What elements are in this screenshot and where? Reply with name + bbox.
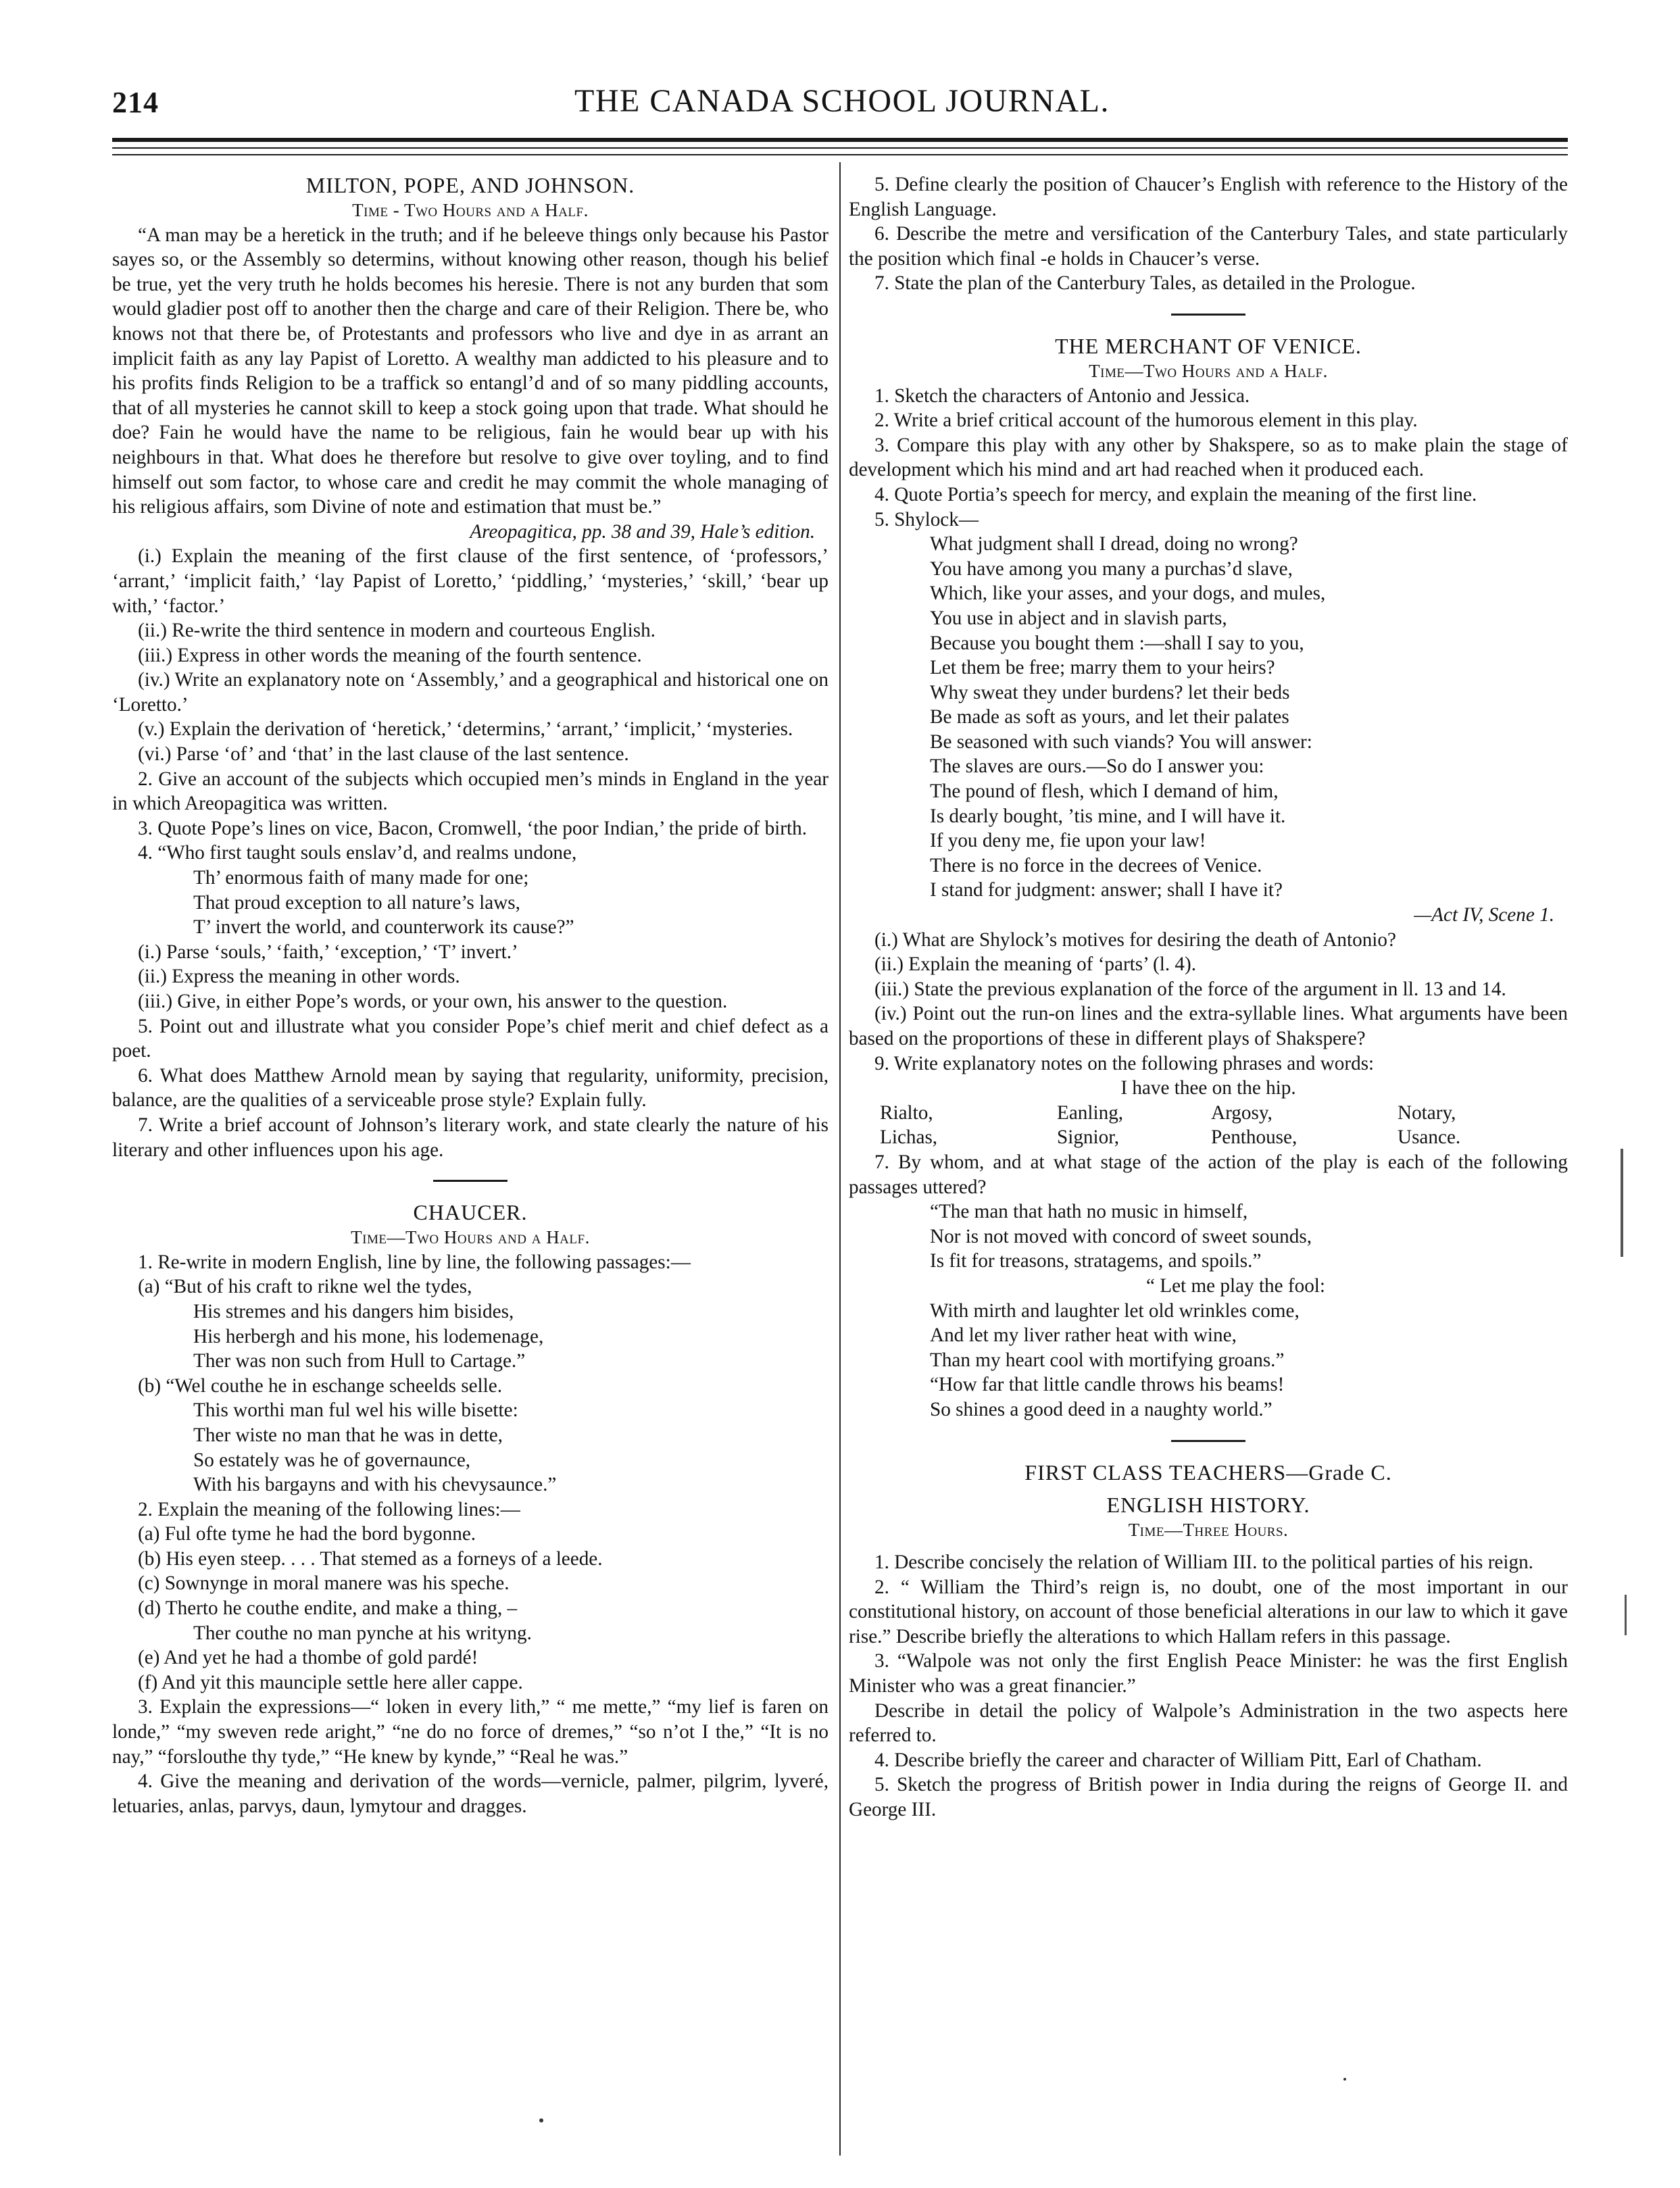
shylock-line: Because you bought them :—shall I say to you,	[930, 632, 1304, 654]
shylock-line: The slaves are ours.—So do I answer you:	[930, 755, 1264, 778]
chaucer-q2-d-2: Ther couthe no man pynche at his writyng.	[193, 1622, 532, 1644]
milton-citation: Areopagitica, pp. 38 and 39, Hale’s edition.	[470, 520, 815, 543]
chaucer-b-line-4: So estately was he of governaunce,	[193, 1449, 471, 1471]
hip-phrase: I have thee on the hip.	[1120, 1077, 1296, 1099]
pope-verse-line-2: Th’ enormous faith of many made for one;	[193, 867, 529, 889]
header-rule-thin-2	[112, 154, 1568, 155]
word-item: Eanling,	[1057, 1101, 1124, 1124]
chaucer-q2-b: (b) His eyen steep. . . . That stemed as a forneys of a leede.	[138, 1547, 603, 1570]
milton-q4-i: (i.) Parse ‘souls,’ ‘faith,’ ‘exception,’ ‘T’ invert.’	[138, 941, 518, 963]
shylock-line: Be seasoned with such viands? You will answer:	[930, 730, 1312, 753]
milton-q2: 2. Give an account of the subjects which occupied men’s minds in England in the year in which Areopagitica was written.	[112, 768, 829, 815]
passage-line: Nor is not moved with concord of sweet sounds,	[930, 1225, 1312, 1247]
milton-q6: 6. What does Matthew Arnold mean by saying that regularity, uniformity, precision, balance, are the qualities of a serviceable prose style? Explain fully.	[112, 1064, 829, 1112]
merchant-q5-ii: (ii.) Explain the meaning of ‘parts’ (l. 4).	[874, 953, 1197, 976]
chaucer-section-title: CHAUCER.	[413, 1200, 528, 1225]
chaucer-q1: 1. Re-write in modern English, line by line, the following passages:—	[138, 1251, 691, 1273]
shylock-line: Is dearly bought, ’tis mine, and I will have it.	[930, 805, 1286, 827]
scan-speck	[1343, 2078, 1346, 2081]
merchant-q9: 9. Write explanatory notes on the following phrases and words:	[874, 1052, 1375, 1074]
merchant-q5-iii: (iii.) State the previous explanation of the force of the argument in ll. 13 and 14.	[874, 978, 1506, 1000]
section-rule	[433, 1180, 508, 1182]
shylock-line: What judgment shall I dread, doing no wrong?	[930, 533, 1298, 555]
merchant-section-title: THE MERCHANT OF VENICE.	[1055, 333, 1362, 358]
chaucer-b-line-5: With his bargayns and with his chevysaunce.”	[193, 1474, 557, 1496]
page-header	[112, 82, 1572, 130]
shylock-line: You have among you many a purchas’d slave,	[930, 557, 1293, 580]
merchant-q7: 7. By whom, and at what stage of the action of the play is each of the following passages uttered?	[849, 1151, 1568, 1198]
passage-line: And let my liver rather heat with wine,	[930, 1324, 1237, 1347]
history-q4: 4. Describe briefly the career and character of William Pitt, Earl of Chatham.	[874, 1749, 1482, 1771]
word-item: Usance.	[1398, 1126, 1461, 1149]
word-item: Penthouse,	[1211, 1126, 1298, 1149]
chaucer-a-line-4: Ther was non such from Hull to Cartage.”	[193, 1350, 526, 1372]
chaucer-q2-e: (e) And yet he had a thombe of gold pardé!	[138, 1647, 478, 1669]
left-column	[112, 172, 829, 1818]
milton-q5: 5. Point out and illustrate what you consider Pope’s chief merit and chief defect as a poet.	[112, 1015, 829, 1062]
passage-line: “ Let me play the fool:	[1146, 1274, 1326, 1297]
shylock-line: Be made as soft as yours, and let their palates	[930, 706, 1289, 728]
section-rule	[1171, 1440, 1245, 1442]
merchant-q5-i: (i.) What are Shylock’s motives for desiring the death of Antonio?	[874, 928, 1396, 951]
chaucer-q7: 7. State the plan of the Canterbury Tales, as detailed in the Prologue.	[874, 272, 1416, 295]
word-item: Argosy,	[1211, 1101, 1273, 1124]
history-q1: 1. Describe concisely the relation of William III. to the political parties of his reign.	[874, 1551, 1533, 1574]
chaucer-a-line-3: His herbergh and his mone, his lodemenage,	[193, 1325, 544, 1347]
act-citation: —Act IV, Scene 1.	[1414, 904, 1554, 926]
shylock-line: Which, like your asses, and your dogs, and mules,	[930, 582, 1326, 605]
milton-time: Time - Two Hours and a Half.	[352, 200, 589, 220]
chaucer-q2-c: (c) Sownynge in moral manere was his speche.	[138, 1572, 510, 1595]
milton-q1-iv: (iv.) Write an explanatory note on ‘Assembly,’ and a geographical and historical one on ‘Loretto.’	[112, 669, 829, 716]
pope-verse-line-4: T’ invert the world, and counterwork its cause?”	[193, 916, 574, 939]
scan-mark	[1621, 1149, 1623, 1257]
chaucer-q5: 5. Define clearly the position of Chaucer’s English with reference to the History of the English Language.	[849, 174, 1568, 220]
shylock-line: I stand for judgment: answer; shall I have it?	[930, 879, 1283, 901]
milton-q1-vi: (vi.) Parse ‘of’ and ‘that’ in the last clause of the last sentence.	[138, 743, 629, 766]
section-rule	[1171, 314, 1245, 316]
header-rule	[112, 138, 1568, 142]
chaucer-q2-a: (a) Ful ofte tyme he had the bord bygonne.	[138, 1523, 476, 1545]
pope-verse-line-1: 4. “Who first taught souls enslav’d, and realms undone,	[138, 842, 577, 864]
milton-q1-ii: (ii.) Re-write the third sentence in modern and courteous English.	[138, 620, 656, 642]
chaucer-a-line-2: His stremes and his dangers him bisides,	[193, 1300, 514, 1322]
merchant-q4: 4. Quote Portia’s speech for mercy, and explain the meaning of the first line.	[874, 483, 1477, 505]
journal-title: THE CANADA SCHOOL JOURNAL.	[574, 83, 1110, 119]
scan-mark	[1625, 1595, 1627, 1635]
chaucer-q2-d: (d) Therto he couthe endite, and make a thing, –	[138, 1597, 518, 1620]
history-section-title: ENGLISH HISTORY.	[1106, 1492, 1310, 1517]
merchant-q1: 1. Sketch the characters of Antonio and Jessica.	[874, 384, 1250, 407]
history-time: Time—Three Hours.	[1128, 1519, 1289, 1540]
chaucer-time: Time—Two Hours and a Half.	[351, 1227, 590, 1248]
history-q2: 2. “ William the Third’s reign is, no doubt, one of the most important in our constitutional history, on account of those beneficial alterations in our law to which it gave rise.” Describe briefly the alterations to which Hallam refers in this passage.	[849, 1576, 1568, 1647]
history-q3: 3. “Walpole was not only the first English Peace Minister: he was the first English Minister who was a great financier.”	[849, 1650, 1568, 1697]
history-heading: FIRST CLASS TEACHERS—Grade C.	[1024, 1460, 1392, 1485]
page-number: 214	[112, 86, 159, 119]
merchant-q2: 2. Write a brief critical account of the humorous element in this play.	[874, 409, 1418, 432]
word-item: Signior,	[1057, 1126, 1120, 1149]
milton-q1-v: (v.) Explain the derivation of ‘heretick,’ ‘determins,’ ‘arrant,’ ‘implicit,’ ‘mysteries.	[138, 718, 793, 741]
shylock-line: If you deny me, fie upon your law!	[930, 830, 1206, 852]
pope-verse-line-3: That proud exception to all nature’s laws,	[193, 891, 520, 914]
passage-line: Than my heart cool with mortifying groans.”	[930, 1349, 1285, 1371]
chaucer-q6: 6. Describe the metre and versification of the Canterbury Tales, and state particularly the position which final -e holds in Chaucer’s verse.	[849, 223, 1568, 270]
chaucer-q2: 2. Explain the meaning of the following lines:—	[138, 1498, 520, 1520]
milton-q1-iii: (iii.) Express in other words the meaning of the fourth sentence.	[138, 644, 642, 666]
scan-speck	[539, 2118, 543, 2122]
word-item: Rialto,	[880, 1101, 933, 1124]
chaucer-b-line-1: (b) “Wel couthe he in eschange scheelds selle.	[138, 1374, 503, 1397]
shylock-line: You use in abject and in slavish parts,	[930, 607, 1227, 629]
word-item: Notary,	[1398, 1101, 1456, 1124]
chaucer-q4: 4. Give the meaning and derivation of the words—vernicle, palmer, pilgrim, lyveré, letuaries, anlas, parvys, daun, lymytour and dragges.	[112, 1770, 829, 1817]
milton-q4-iii: (iii.) Give, in either Pope’s words, or your own, his answer to the question.	[138, 991, 728, 1012]
chaucer-a-line-1: (a) “But of his craft to rikne wel the tydes,	[138, 1276, 472, 1298]
merchant-q5-label: 5. Shylock—	[874, 508, 979, 530]
merchant-q3: 3. Compare this play with any other by Shakspere, so as to make plain the stage of development which his mind and art had reached when it produced each.	[849, 434, 1568, 481]
shylock-line: There is no force in the decrees of Venice.	[930, 854, 1262, 876]
merchant-q5-iv: (iv.) Point out the run-on lines and the extra-syllable lines. What arguments have been based on the proportions of these in different plays of Shakspere?	[849, 1003, 1568, 1049]
word-item: Lichas,	[880, 1126, 938, 1149]
history-q5: 5. Sketch the progress of British power in India during the reigns of George II. and George III.	[849, 1774, 1568, 1821]
milton-q4-ii: (ii.) Express the meaning in other words.	[138, 966, 460, 988]
passage-line: With mirth and laughter let old wrinkles come,	[930, 1299, 1300, 1322]
chaucer-b-line-3: Ther wiste no man that he was in dette,	[193, 1424, 503, 1446]
chaucer-q2-f: (f) And yit this maunciple settle here aller cappe.	[138, 1671, 523, 1693]
milton-q7: 7. Write a brief account of Johnson’s literary work, and state clearly the nature of his literary and other influences upon his age.	[112, 1114, 829, 1161]
header-rule-thin	[112, 147, 1568, 149]
passage-line: “How far that little candle throws his beams!	[930, 1374, 1285, 1396]
right-column	[849, 172, 1568, 1822]
shylock-line: Let them be free; marry them to your heirs?	[930, 657, 1275, 679]
milton-q3: 3. Quote Pope’s lines on vice, Bacon, Cromwell, ‘the poor Indian,’ the pride of birth.	[138, 817, 807, 839]
column-divider	[839, 162, 841, 2156]
chaucer-q3: 3. Explain the expressions—“ loken in every lith,” “ me mette,” “my lief is faren on londe,” “my sweven rede aright,” “ne do no force of dremes,” “so n’ot I the,” “It is no nay,” “forslouthe thy tyde,” “He knew by kynde,” “Real he was.”	[112, 1696, 829, 1768]
merchant-time: Time—Two Hours and a Half.	[1089, 360, 1328, 381]
passage-line: So shines a good deed in a naughty world.”	[930, 1398, 1273, 1420]
shylock-line: Why sweat they under burdens? let their beds	[930, 681, 1290, 703]
history-q3-b: Describe in detail the policy of Walpole’s Administration in the two aspects here referred to.	[849, 1699, 1568, 1747]
milton-section-title: MILTON, POPE, AND JOHNSON.	[305, 173, 635, 197]
milton-passage: “A man may be a heretick in the truth; and if he beleeve things only because his Pastor sayes so, or the Assembly so determins, without knowing other reason, though his belief be true, yet the very truth he holds becomes his heresie. There is not any burden that som would gladier post off to another then the charge and care of their Religion. There be, who knows not that there be, of Protestants and professors who live and dye in as arrant an implicit faith as any lay Papist of Loretto. A wealthy man addicted to his pleasure and to his profits finds Religion to be a traffick so entangl’d and of so many piddling accounts, that of all mysteries he cannot skill to keep a stock going upon that trade. What should he doe? Fain he would have the name to be religious, fain he would bear up with his neighbours in that. What does he therefore but resolve to give over toyling, and to find himself out som factor, to whose care and credit he may commit the whole managing of his religious affairs, som Divine of note and estimation that must be.”	[112, 224, 829, 518]
chaucer-b-line-2: This worthi man ful wel his wille bisette:	[193, 1399, 518, 1422]
passage-line: “The man that hath no music in himself,	[930, 1201, 1248, 1223]
milton-q1-i: (i.) Explain the meaning of the first clause of the first sentence, of ‘professors,’ ‘arrant,’ ‘implicit faith,’ ‘lay Papist of Loretto,’ ‘piddling,’ ‘mysteries,’ ‘skill,’ ‘bear up with,’ ‘factor.’	[112, 545, 829, 617]
passage-line: Is fit for treasons, stratagems, and spoils.”	[930, 1250, 1262, 1272]
shylock-line: The pound of flesh, which I demand of him,	[930, 780, 1279, 803]
words-grid	[849, 1101, 1568, 1150]
